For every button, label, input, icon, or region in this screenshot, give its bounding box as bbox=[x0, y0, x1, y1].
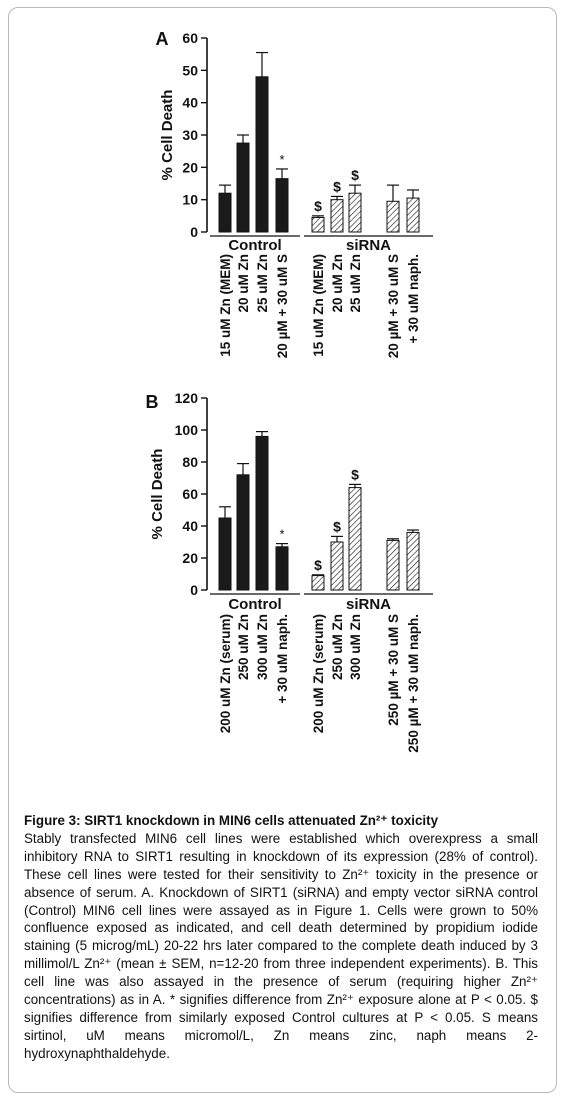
y-tick-label-b: 100 bbox=[174, 422, 198, 438]
group-label-b: Control bbox=[228, 596, 282, 613]
category-label-b: 300 uM Zn bbox=[255, 614, 270, 681]
y-tick-label-a: 60 bbox=[182, 30, 198, 46]
bar-b bbox=[219, 518, 231, 590]
significance-star: * bbox=[279, 526, 285, 542]
bar-b bbox=[276, 547, 288, 590]
y-tick-label-b: 40 bbox=[182, 518, 198, 534]
y-tick-label-b: 80 bbox=[182, 454, 198, 470]
category-label-b: 200 uM Zn (serum) bbox=[311, 614, 326, 734]
y-tick-label-b: 120 bbox=[174, 390, 198, 406]
category-label-a: 20 µM + 30 uM S bbox=[275, 254, 290, 359]
bar-b bbox=[312, 576, 324, 590]
category-label-b: 250 µM + 30 uM S bbox=[386, 614, 401, 726]
category-label-b: 250 uM Zn bbox=[236, 614, 251, 681]
group-label-b: siRNA bbox=[345, 596, 392, 613]
y-tick-label-b: 0 bbox=[190, 582, 198, 598]
significance-dollar: $ bbox=[333, 178, 341, 195]
category-label-a: + 30 uM naph. bbox=[406, 254, 421, 344]
category-label-b: + 30 uM naph. bbox=[275, 614, 290, 704]
figure-caption bbox=[24, 812, 538, 1063]
bar-a bbox=[219, 193, 231, 232]
category-label-a: 25 uM Zn bbox=[255, 254, 270, 313]
bar-b bbox=[256, 436, 268, 590]
category-label-a: 25 uM Zn bbox=[348, 254, 363, 313]
y-tick-label-a: 50 bbox=[182, 62, 198, 79]
bar-a bbox=[256, 77, 268, 232]
group-label-a: siRNA bbox=[345, 237, 392, 254]
category-label-a: 20 uM Zn bbox=[236, 254, 251, 313]
y-axis-label-a: % Cell Death bbox=[159, 89, 176, 181]
y-tick-label-a: 10 bbox=[182, 191, 198, 208]
bar-b bbox=[331, 542, 343, 590]
significance-dollar: $ bbox=[351, 167, 359, 184]
bar-a bbox=[349, 193, 361, 232]
y-tick-label-a: 0 bbox=[190, 224, 198, 240]
panel-label-a: A bbox=[155, 29, 169, 49]
y-tick-label-b: 60 bbox=[182, 486, 198, 502]
category-label-a: 20 µM + 30 uM S bbox=[386, 254, 401, 359]
bar-a bbox=[387, 201, 399, 232]
caption-title: Figure 3: SIRT1 knockdown in MIN6 cells attenuated Zn²⁺ toxicity bbox=[24, 813, 439, 828]
group-label-a: Control bbox=[228, 237, 282, 254]
caption-body: Stably transfected MIN6 cell lines were established which overexpress a small inhibitory RNA to SIRT1 resulting in knockdown of its expression (28% of control). These cell lines were tested for their sensitivity to Zn²⁺ toxicity in the presence or absence of serum. A. Knockdown of SIRT1 (siRNA) and empty vector siRNA control (Control) MIN6 cell lines were assayed as in Figure 1. Cells were grown to 50% confluence exposed as indicated, and cell death determined by propidium iodide staining (5 microg/mL) 20-22 hrs later compared to the complete death induced by 3 millimol/L Zn²⁺ (mean ± SEM, n=12-20 from three independent experiments). B. This cell line was also assayed in the presence of serum (requiring higher Zn²⁺ concentrations) as in A. * signifies difference from Zn²⁺ exposure alone at P < 0.05. $ signifies difference from similarly exposed Control cultures at P < 0.05. S means sirtinol, uM means micromol/L, Zn means zinc, naph means 2-hydroxynaphthaldehyde. bbox=[24, 830, 538, 1061]
bar-b bbox=[349, 488, 361, 590]
panel-label-b: B bbox=[145, 392, 159, 412]
significance-star: * bbox=[279, 151, 285, 167]
category-label-a: 15 uM Zn (MEM) bbox=[311, 254, 326, 357]
significance-dollar: $ bbox=[333, 518, 341, 535]
y-axis-label-b: % Cell Death bbox=[149, 448, 166, 540]
y-tick-label-b: 20 bbox=[182, 550, 198, 566]
category-label-a: 20 uM Zn bbox=[330, 254, 345, 313]
bar-b bbox=[407, 532, 419, 590]
bar-a bbox=[312, 217, 324, 232]
y-tick-label-a: 40 bbox=[182, 94, 198, 111]
category-label-b: 250 µM + 30 uM naph. bbox=[406, 614, 421, 753]
bar-b bbox=[237, 475, 249, 590]
category-label-b: 200 uM Zn (serum) bbox=[218, 614, 233, 734]
significance-dollar: $ bbox=[314, 556, 322, 573]
significance-dollar: $ bbox=[351, 466, 359, 483]
bar-a bbox=[237, 143, 249, 232]
y-tick-label-a: 20 bbox=[182, 159, 198, 176]
bar-a bbox=[331, 200, 343, 232]
category-label-b: 250 uM Zn bbox=[330, 614, 345, 681]
category-label-a: 15 uM Zn (MEM) bbox=[218, 254, 233, 357]
category-label-b: 300 uM Zn bbox=[348, 614, 363, 681]
bar-a bbox=[407, 198, 419, 232]
bar-a bbox=[276, 179, 288, 232]
bar-b bbox=[387, 540, 399, 590]
significance-dollar: $ bbox=[314, 197, 322, 214]
y-tick-label-a: 30 bbox=[182, 127, 198, 143]
